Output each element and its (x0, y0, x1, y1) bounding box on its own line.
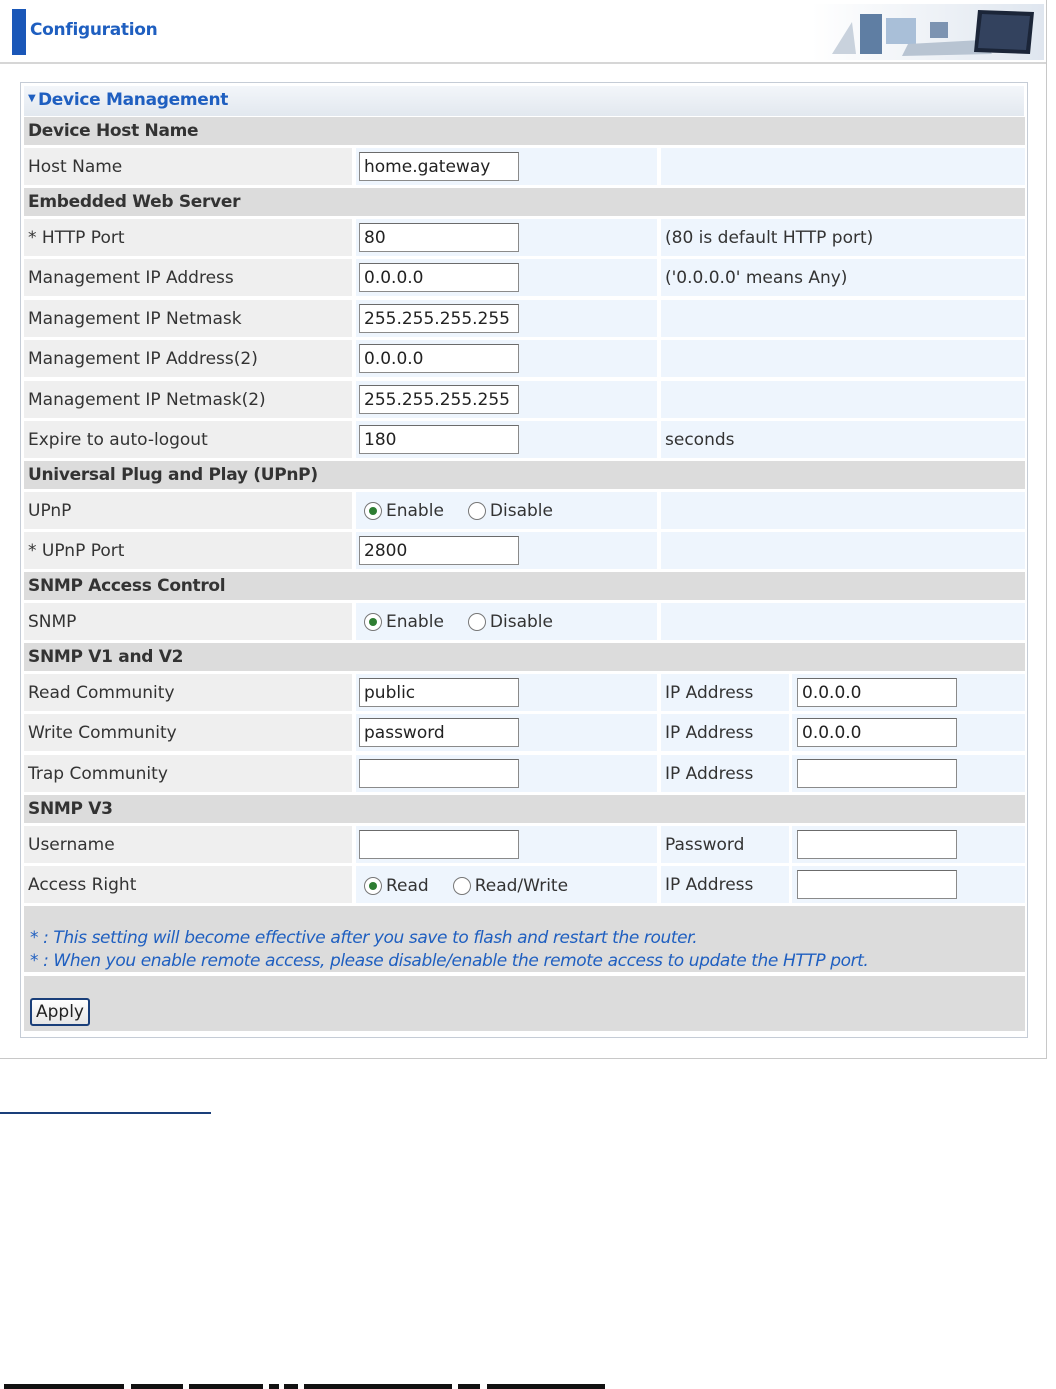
radio-selected-icon[interactable] (364, 502, 382, 520)
radio-selected-icon[interactable] (364, 877, 382, 895)
row-trap-community (24, 755, 1025, 792)
upnp-port-label: * UPnP Port (28, 541, 125, 561)
read-community-input[interactable] (359, 678, 519, 707)
host-name-input[interactable] (359, 152, 519, 181)
row-username (24, 826, 1025, 863)
username-label: Username (28, 835, 115, 855)
write-community-input[interactable] (359, 718, 519, 747)
mgmt-ip2-input[interactable] (359, 344, 519, 373)
mgmt-ip-note: ('0.0.0.0' means Any) (665, 268, 848, 288)
trap-ip-label: IP Address (665, 764, 754, 784)
password-input[interactable] (797, 830, 957, 859)
section-snmp-access-control (24, 572, 1025, 600)
mgmt-ip-label: Management IP Address (28, 268, 234, 288)
read-ip-label: IP Address (665, 683, 754, 703)
mgmt-netmask-input[interactable] (359, 304, 519, 333)
footer-bar (487, 1384, 605, 1389)
header-office-image (812, 4, 1044, 60)
http-port-input[interactable] (359, 223, 519, 252)
upnp-disable-radio[interactable]: Disable (468, 501, 553, 521)
expire-label: Expire to auto-logout (28, 430, 208, 450)
write-community-label: Write Community (28, 723, 177, 743)
section-title: Universal Plug and Play (UPnP) (28, 465, 318, 485)
row-snmp (24, 603, 1025, 640)
host-name-label: Host Name (28, 157, 123, 177)
page-title: Configuration (30, 20, 158, 40)
row-mgmt-netmask2 (24, 381, 1025, 418)
radio-unselected-icon[interactable] (453, 877, 471, 895)
snmp-disable-radio[interactable]: Disable (468, 612, 553, 632)
footer-bar (4, 1384, 124, 1389)
trap-community-input[interactable] (359, 759, 519, 788)
panel-header[interactable] (24, 86, 1024, 116)
access-read-radio[interactable]: Read (364, 876, 429, 896)
section-embedded-web-server (24, 188, 1025, 216)
mgmt-netmask2-input[interactable] (359, 385, 519, 414)
row-mgmt-ip (24, 259, 1025, 296)
radio-unselected-icon[interactable] (468, 502, 486, 520)
section-snmp-v1-v2 (24, 643, 1025, 671)
footer-bar (284, 1384, 298, 1389)
note-remote-access: * : When you enable remote access, please disable/enable the remote access to update the HTTP port. (30, 951, 869, 971)
write-ip-label: IP Address (665, 723, 754, 743)
row-mgmt-ip2 (24, 340, 1025, 377)
access-right-label: Access Right (28, 875, 137, 895)
row-mgmt-netmask (24, 300, 1025, 337)
document-underline (0, 1112, 211, 1114)
section-title: Embedded Web Server (28, 192, 241, 212)
mgmt-netmask2-label: Management IP Netmask(2) (28, 390, 266, 410)
snmp-enable-radio[interactable]: Enable (364, 612, 444, 632)
footer-bar (131, 1384, 183, 1389)
expire-unit: seconds (665, 430, 735, 450)
trap-community-label: Trap Community (28, 764, 168, 784)
row-access-right (24, 866, 1025, 903)
read-ip-input[interactable] (797, 678, 957, 707)
section-upnp (24, 461, 1025, 489)
footer-bar (458, 1384, 480, 1389)
mgmt-netmask-label: Management IP Netmask (28, 309, 242, 329)
footer-bar (304, 1384, 452, 1389)
section-title: SNMP V3 (28, 799, 113, 819)
http-port-note: (80 is default HTTP port) (665, 228, 874, 248)
notes-box (24, 906, 1025, 972)
apply-button[interactable]: Apply (30, 998, 90, 1026)
footer-bar (269, 1384, 279, 1389)
section-title: SNMP Access Control (28, 576, 226, 596)
access-readwrite-radio[interactable]: Read/Write (453, 876, 568, 896)
snmp-label: SNMP (28, 612, 77, 632)
v3-ip-label: IP Address (665, 875, 754, 895)
footer-bar (189, 1384, 263, 1389)
radio-selected-icon[interactable] (364, 613, 382, 631)
upnp-enable-radio[interactable]: Enable (364, 501, 444, 521)
collapse-triangle-icon[interactable]: ▼ (28, 93, 36, 104)
note-restart: * : This setting will become effective after you save to flash and restart the router. (30, 928, 698, 948)
mgmt-ip-input[interactable] (359, 263, 519, 292)
apply-row (24, 976, 1025, 1031)
panel-title: Device Management (38, 90, 229, 110)
header-accent-bar (12, 9, 26, 55)
config-header (0, 0, 1046, 66)
section-title: SNMP V1 and V2 (28, 647, 184, 667)
row-read-community (24, 674, 1025, 711)
mgmt-ip2-label: Management IP Address(2) (28, 349, 258, 369)
write-ip-input[interactable] (797, 718, 957, 747)
row-upnp-port (24, 532, 1025, 569)
upnp-port-input[interactable] (359, 536, 519, 565)
v3-ip-input[interactable] (797, 870, 957, 899)
row-host-name (24, 148, 1025, 185)
upnp-label: UPnP (28, 501, 72, 521)
radio-unselected-icon[interactable] (468, 613, 486, 631)
row-http-port (24, 219, 1025, 256)
http-port-label: * HTTP Port (28, 228, 125, 248)
trap-ip-input[interactable] (797, 759, 957, 788)
section-device-host-name (24, 117, 1025, 145)
row-expire-logout (24, 421, 1025, 458)
username-input[interactable] (359, 830, 519, 859)
header-divider (0, 62, 1046, 64)
read-community-label: Read Community (28, 683, 175, 703)
password-label: Password (665, 835, 745, 855)
row-upnp (24, 492, 1025, 529)
expire-input[interactable] (359, 425, 519, 454)
section-snmp-v3 (24, 795, 1025, 823)
section-title: Device Host Name (28, 121, 199, 141)
row-write-community (24, 714, 1025, 751)
